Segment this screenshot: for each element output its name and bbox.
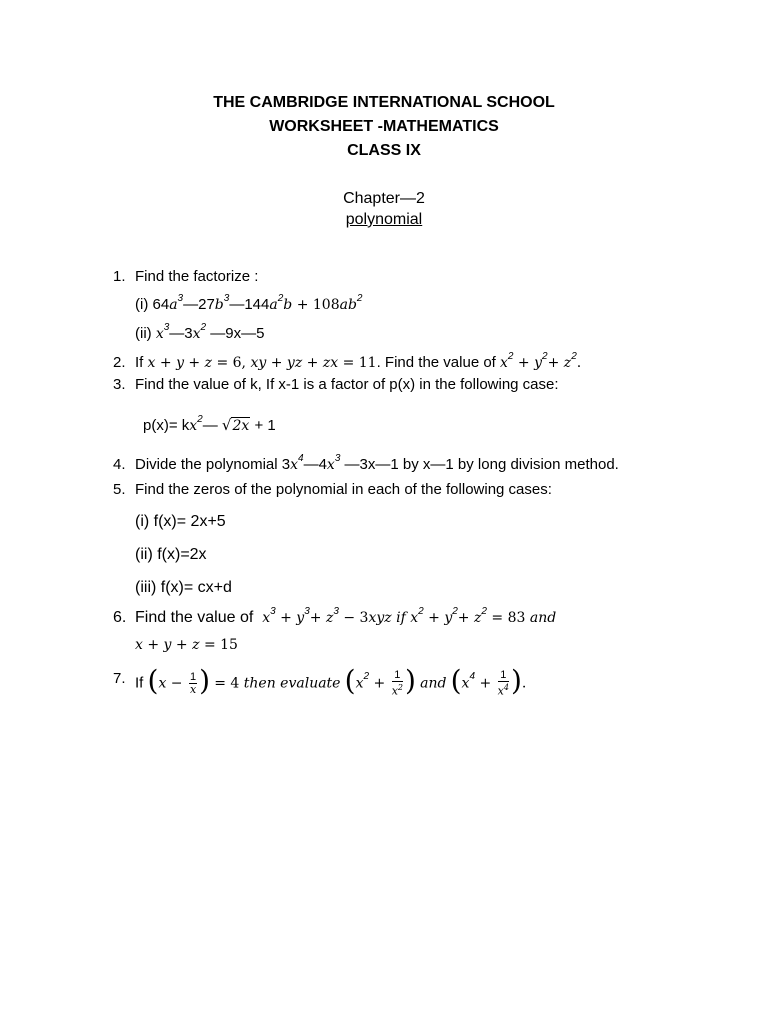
topic-title: polynomial bbox=[345, 211, 423, 228]
chapter-title: Chapter—2 bbox=[343, 190, 425, 207]
school-name: THE CAMBRIDGE INTERNATIONAL SCHOOL bbox=[213, 94, 555, 111]
worksheet-title: WORKSHEET -MATHEMATICS bbox=[269, 118, 499, 135]
class-title: CLASS IX bbox=[347, 142, 421, 159]
